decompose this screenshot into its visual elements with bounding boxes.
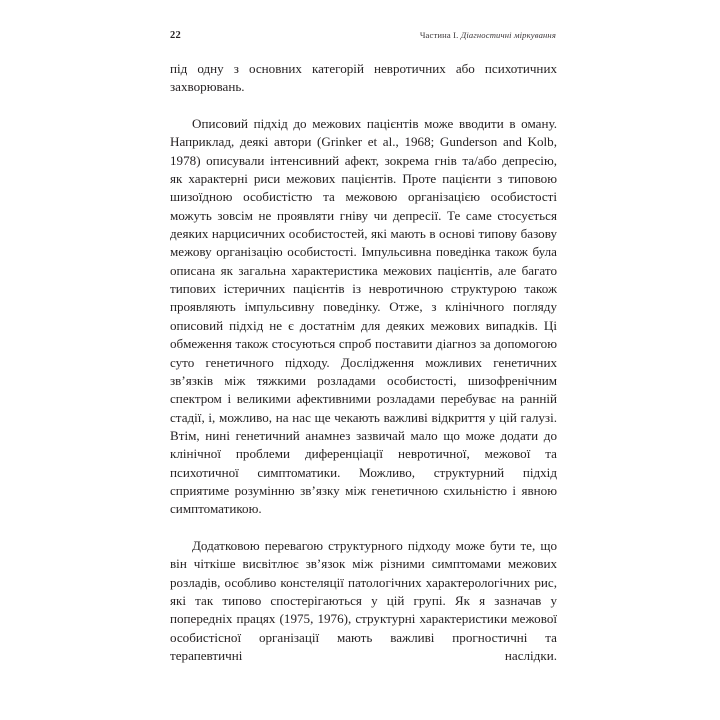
running-header: [170, 31, 556, 42]
body-text-block: [170, 60, 557, 684]
running-head-section-title: Діагностичні міркування: [460, 30, 556, 40]
paragraph: Додатковою перевагою структурного підходу може бути те, що він чіткіше висвітлює зв’язок між різними симптомами межових розладів, особливо констеляції патологічних характерологічних рис, які так типово спостерігаються у цій групі. Як я зазначав у попередніх працях (1975, 1976), структурні характеристики межової особистісної організації мають важливі прогностичні та терапевтичні наслідки.: [170, 537, 557, 663]
running-head-title: [420, 31, 556, 40]
page-number: 22: [170, 30, 181, 41]
paragraph: під одну з основних категорій невротичних або психотичних захворювань.: [170, 61, 557, 95]
running-head-part-label: Частина І.: [419, 30, 459, 40]
paragraph: Описовий підхід до межових пацієнтів може вводити в оману. Наприклад, деякі автори (Grinker et al., 1968; Gunderson and Kolb, 1978) описували інтенсивний афект, зокрема гнів та/або депресію, як характерні риси межових пацієнтів. Проте пацієнти з типовою шизоїдною особистістю та межовою організацією особистості можуть зовсім не проявляти гніву чи депресії. Те саме стосується деяких нарцисичних особистостей, які мають в основі типову базову межову організацію особистості. Імпульсивна поведінка також була описана як загальна характеристика межових пацієнтів, але багато типових істеричних пацієнтів із невротичною структурою також проявляють імпульсивну поведінку. Отже, з клінічного погляду описовий підхід не є достатнім для деяких межових випадків. Ці обмеження також стосуються спроб поставити діагноз за допомогою суто генетичного підходу. Дослідження можливих генетичних зв’язків між тяжкими розладами особистості, шизофренічним спектром і великими афективними розладами перебуває на ранній стадії, і, можливо, на нас ще чекають важливі відкриття у цій галузі. Втім, нині генетичний анамнез зазвичай мало що може додати до клінічної проблеми диференціації невротичної, межової та психотичної симптоматики. Можливо, структурний підхід сприятиме розумінню зв’язку між генетичною схильністю і явною симптоматикою.: [170, 116, 557, 517]
